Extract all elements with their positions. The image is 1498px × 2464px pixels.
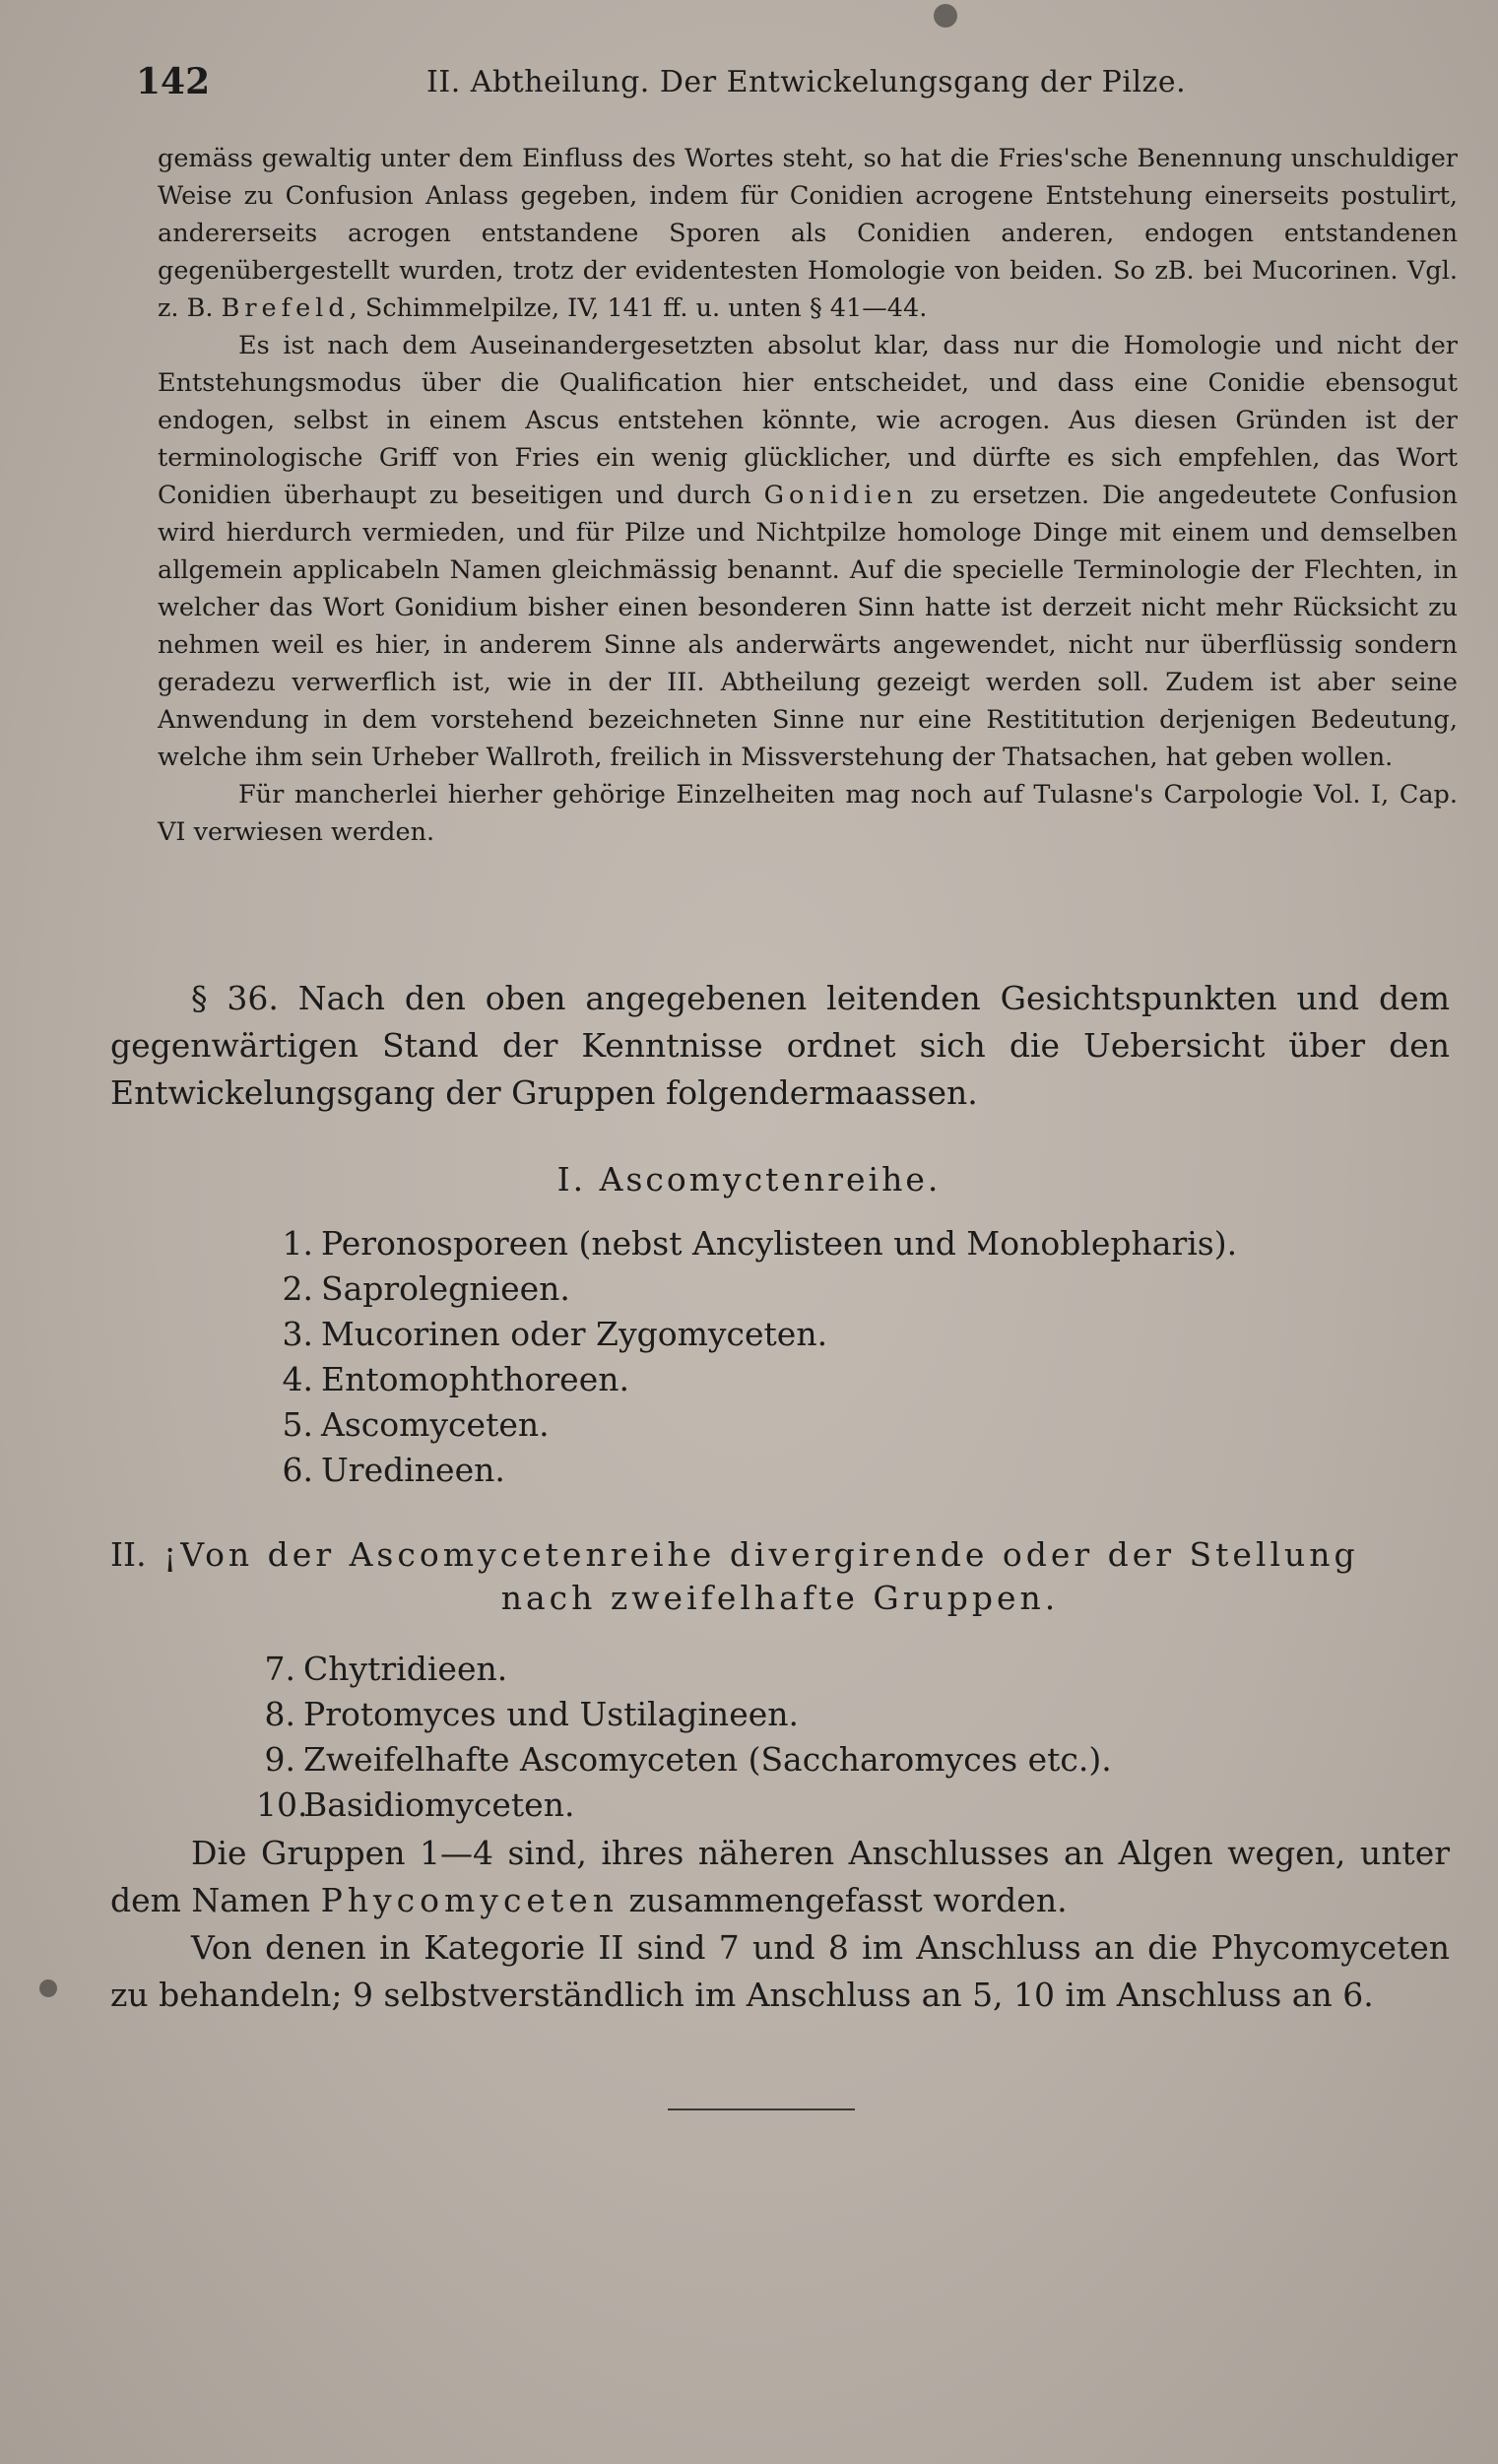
- series-2-numeral: II.: [110, 1535, 147, 1574]
- list-item: 1. Peronosporeen (nebst Ancylisteen und Monoblepharis).: [282, 1224, 1238, 1263]
- series-1-heading: I. Ascomyctenreihe.: [556, 1160, 942, 1199]
- footnote-paragraph: Es ist nach dem Auseinandergesetzten absolut klar, dass nur die Homologie und nicht der Entstehungsmodus über die Qualification hier entscheidet, und dass eine Conidie ebensogut endogen, selbst in einem Ascus entstehen könnte, wie acrogen. Aus diesen Gründen ist der terminologische Griff von Fries ein wenig glücklicher, und dürfte es sich empfehlen, das Wort Conidien überhaupt zu beseitigen und durch Gonidien zu ersetzen. Die angedeutete Confusion wird hierdurch vermieden, und für Pilze und Nichtpilze homologe Dinge mit einem und demselben allgemein applicabeln Namen gleichmässig benannt. Auf die specielle Terminologie der Flechten, in welcher das Wort Gonidium bisher einen besonderen Sinn hatte ist derzeit nicht mehr Rücksicht zu nehmen weil es hier, in anderem Sinne als anderwärts angewendet, nicht nur überflüssig sondern geradezu verwerflich ist, wie in der III. Abtheilung gezeigt werden soll. Zudem ist aber seine Anwendung in dem vorstehend bezeichneten Sinne nur eine Restititution derjenigen Bedeutung, welche ihm sein Urheber Wallroth, freilich in Missverstehung der Thatsachen, hat geben wollen.: [158, 331, 1458, 772]
- running-header: [136, 61, 1357, 110]
- list-item: 7. Chytridieen.: [264, 1650, 508, 1688]
- emphasized-term: Phycomyceten: [320, 1881, 619, 1919]
- closing-paragraph: Die Gruppen 1—4 sind, ihres näheren Anschlusses an Algen wegen, unter dem Namen Phycomyceten zusammengefasst worden.: [110, 1834, 1450, 1919]
- list-item: 5. Ascomyceten.: [282, 1405, 550, 1444]
- list-item: 9. Zweifelhafte Ascomyceten (Saccharomyces etc.).: [264, 1740, 1112, 1779]
- ink-stain: [39, 1979, 57, 1997]
- list-item: 10. Basidiomyceten.: [256, 1785, 575, 1824]
- closing-paragraphs: [110, 1830, 1450, 2019]
- series-1-list: [274, 1221, 1237, 1493]
- ink-stain: [934, 4, 957, 28]
- list-item: 4. Entomophthoreen.: [282, 1360, 629, 1398]
- book-page: 142 II. Abtheilung. Der Entwickelungsgang der Pilze. gemäss gewaltig unter dem Einfluss des Wortes steht, so hat die Fries'sche Benennung unschuldiger Weise zu Confusion Anlass gegeben, indem für Conidien acrogene Entstehung einerseits postulirt, andererseits acrogen entstandene Sporen als Conidien anderen, endogen entstandenen gegenübergestellt wurden, trotz der evidentesten Homologie von beiden. So zB. bei Mucorinen. Vgl. z. B. Brefeld, Schimmelpilze, IV, 141 ff. u. unten § 41—44. Es ist nach dem Auseinandergesetzten absolut klar, dass nur die Homologie und nicht der Entstehungsmodus über die Qualification hier entscheidet, und dass eine Conidie ebensogut endogen, selbst in einem Ascus entstehen könnte, wie acrogen. Aus diesen Gründen ist der terminologische Griff von Fries ein wenig glücklicher, und dürfte es sich empfehlen, das Wort Conidien überhaupt zu beseitigen und durch Gonidien zu ersetzen. Die angedeutete Confusion wird hierdurch vermieden, und für Pilze und Nichtpilze homologe Dinge mit einem und demselben allgemein applicabeln Namen gleichmässig benannt. Auf die specielle Terminologie der Flechten, in welcher das Wort Gonidium bisher einen besonderen Sinn hatte ist derzeit nicht mehr Rücksicht zu nehmen weil es hier, in anderem Sinne als anderwärts angewendet, nicht nur überflüssig sondern geradezu verwerflich ist, wie in der III. Abtheilung gezeigt werden soll. Zudem ist aber seine Anwendung in dem vorstehend bezeichneten Sinne nur eine Restititution derjenigen Bedeutung, welche ihm sein Urheber Wallroth, freilich in Missverstehung der Thatsachen, hat geben wollen. Für mancherlei hierher gehörige Einzelheiten mag noch auf Tulasne's Carpologie Vol. I, Cap. VI verwiesen werden. § 36. Nach den oben angegebenen leitenden Gesichtspunkten und dem gegenwärtigen Stand der Kenntnisse ordnet sich die Uebersicht über den Entwickelungsgang der Gruppen folgendermaassen. I. Ascomyctenreihe. 1. Peronosporeen (nebst Ancylisteen und Monoblepharis). 2. Saprolegnieen. 3. Mucorinen oder Zygomyceten. 4. Entomophthoreen. 5. Ascomyceten. 6. Uredineen. II. ¡Von der Ascomycetenreihe divergirende oder der Stellung nach zweifelhafte Gruppen. 7. Chytridieen. 8. Protomyces und Ustilagineen. 9. Zweifelhafte Ascomyceten (Saccharomyces etc.). 10. Basidiomyceten. Die Gruppen 1—4 sind, ihres näheren Anschlusses an Algen wegen, unter dem Namen Phycomyceten zusammengefasst worden. Von denen in Kategorie II sind 7 und 8 im Anschluss an die Phycomyceten zu behandeln; 9 selbstverständlich im Anschluss an 5, 10 im Anschluss an 6.: [0, 0, 1498, 2464]
- footnote-paragraph: Für mancherlei hierher gehörige Einzelheiten mag noch auf Tulasne's Carpologie Vol. I, Cap. VI verwiesen werden.: [158, 780, 1458, 847]
- emphasized-term: Gonidien: [763, 481, 918, 510]
- running-title: II. Abtheilung. Der Entwickelungsgang der Pilze.: [426, 65, 1187, 99]
- footnote-paragraph: gemäss gewaltig unter dem Einfluss des Wortes steht, so hat die Fries'sche Benennung unschuldiger Weise zu Confusion Anlass gegeben, indem für Conidien acrogene Entstehung einerseits postulirt, andererseits acrogen entstandene Sporen als Conidien anderen, endogen entstandenen gegenübergestellt wurden, trotz der evidentesten Homologie von beiden. So zB. bei Mucorinen. Vgl. z. B. Brefeld, Schimmelpilze, IV, 141 ff. u. unten § 41—44.: [158, 144, 1458, 323]
- series-2-list: [256, 1647, 1112, 1828]
- list-item: 2. Saprolegnieen.: [282, 1269, 570, 1308]
- page-number: 142: [136, 61, 211, 102]
- author-name: Brefeld: [221, 293, 350, 323]
- list-item: 3. Mucorinen oder Zygomyceten.: [282, 1315, 828, 1353]
- list-item: 8. Protomyces und Ustilagineen.: [264, 1695, 799, 1733]
- section-divider: [668, 2108, 855, 2110]
- closing-paragraph: Von denen in Kategorie II sind 7 und 8 im Anschluss an die Phycomyceten zu behandeln; 9 selbstverständlich im Anschluss an 5, 10 im Anschluss an 6.: [110, 1928, 1450, 2014]
- footnote-block: [158, 140, 1458, 851]
- section-36-paragraph: § 36. Nach den oben angegebenen leitenden Gesichtspunkten und dem gegenwärtigen Stand der Kenntnisse ordnet sich die Uebersicht über den Entwickelungsgang der Gruppen folgendermaassen.: [110, 979, 1450, 1112]
- list-item: 6. Uredineen.: [282, 1451, 505, 1489]
